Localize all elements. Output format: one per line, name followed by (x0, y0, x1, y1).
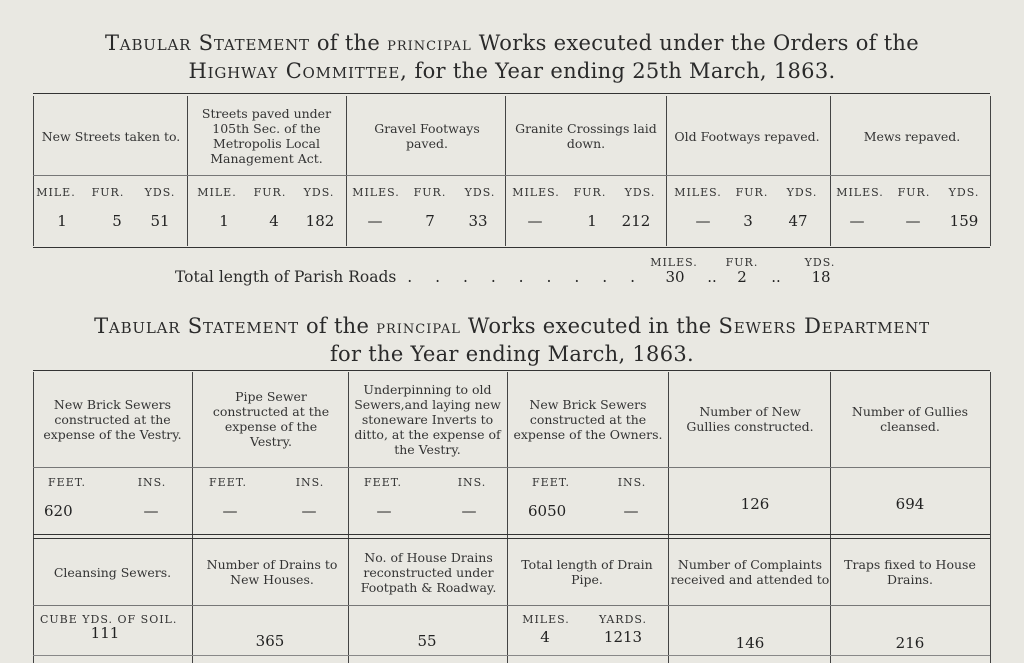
value-cell: — (367, 212, 383, 230)
header-granite-crossings: Granite Crossings laid down. (515, 121, 657, 151)
title-phrase: for the Year ending March, 1863. (329, 342, 695, 366)
unit-label: INS. (295, 476, 325, 489)
value-cell: — (905, 212, 921, 230)
unit-label: FUR. (253, 186, 287, 199)
unit-label: FUR. (735, 186, 769, 199)
title-phrase: Works executed under the Orders of the (478, 31, 919, 55)
unit-label: YDS. (804, 256, 836, 269)
title-phrase: Highway Committee, (188, 59, 408, 83)
value-cell: 51 (150, 212, 170, 230)
header-old-footways: Old Footways repaved. (674, 128, 820, 144)
title-phrase: Sewers Department (718, 314, 930, 338)
unit-label: FUR. (725, 256, 759, 269)
value-cell: 216 (895, 634, 925, 652)
unit-label: FEET. (364, 476, 402, 489)
value-cell: — (461, 502, 477, 520)
unit-label: MILES. (674, 186, 722, 199)
unit-label: MILES. (650, 256, 698, 269)
value-cell: 1 (587, 212, 597, 230)
value-cell: 6050 (528, 502, 567, 520)
header-brick-sewers-owners: New Brick Sewers constructed at the expense of the Owners. (513, 396, 663, 442)
value-cell: 7 (425, 212, 435, 230)
unit-label: FEET. (48, 476, 86, 489)
unit-label: MILES. (512, 186, 560, 199)
unit-label: FUR. (91, 186, 125, 199)
unit-label: INS. (457, 476, 487, 489)
header-drain-pipe-length: Total length of Drain Pipe. (521, 557, 653, 587)
total-label-text: Total length of Parish Roads (175, 268, 397, 286)
separator: .. (771, 268, 781, 286)
unit-label: INS. (137, 476, 167, 489)
value-cell: 47 (788, 212, 808, 230)
separator: .. (707, 268, 717, 286)
header-new-streets: New Streets taken to. (41, 128, 181, 144)
unit-label: CUBE YDS. OF SOIL. (40, 613, 178, 626)
value-cell: 5 (112, 212, 122, 230)
total-furlongs: 2 (737, 268, 747, 286)
unit-label: YDS. (786, 186, 818, 199)
value-cell: 4 (540, 628, 550, 646)
header-mews-repaved: Mews repaved. (863, 128, 961, 144)
unit-label: YARDS. (598, 613, 648, 626)
highway-title-line1 (0, 30, 1024, 58)
unit-label: FEET. (532, 476, 570, 489)
value-cell: 620 (44, 502, 73, 520)
total-label (175, 268, 644, 286)
value-cell: 55 (417, 632, 437, 650)
value-cell: 3 (743, 212, 753, 230)
unit-label: FUR. (897, 186, 931, 199)
title-phrase: principal (376, 316, 461, 338)
unit-label: YDS. (144, 186, 176, 199)
header-underpinning: Underpinning to old Sewers,and laying new stoneware Inverts to ditto, at the expense of the Vestry. (354, 381, 501, 457)
leader-dots: . . . . . . . . . (407, 268, 645, 286)
header-complaints: Number of Complaints received and attended to (670, 557, 830, 587)
header-house-drains-reconstructed: No. of House Drains reconstructed under Footpath & Roadway. (360, 549, 497, 595)
value-cell: 126 (740, 495, 770, 513)
unit-label: MILES. (352, 186, 400, 199)
unit-label: MILE. (36, 186, 76, 199)
value-cell: — (695, 212, 711, 230)
value-cell: 1 (57, 212, 67, 230)
title-phrase: for the Year ending 25th March, 1863. (414, 59, 836, 83)
unit-label: YDS. (948, 186, 980, 199)
value-cell: 4 (269, 212, 279, 230)
value-cell: — (527, 212, 543, 230)
unit-label: YDS. (303, 186, 335, 199)
value-cell: 1 (219, 212, 229, 230)
value-cell: 212 (621, 212, 651, 230)
value-cell: 159 (949, 212, 979, 230)
value-cell: 694 (895, 495, 925, 513)
value-cell: 365 (255, 632, 285, 650)
title-phrase: principal (387, 33, 472, 55)
header-new-gullies: Number of New Gullies constructed. (686, 404, 814, 434)
sewers-title-line2 (0, 341, 1024, 368)
value-cell: 1213 (603, 628, 643, 646)
sewers-title-line1 (0, 313, 1024, 341)
total-yards: 18 (811, 268, 831, 286)
value-cell: — (222, 502, 238, 520)
value-cell: 33 (468, 212, 488, 230)
header-traps-fixed: Traps fixed to House Drains. (844, 557, 976, 587)
value-cell: — (849, 212, 865, 230)
title-phrase: of the (305, 314, 370, 338)
header-brick-sewers-vestry: New Brick Sewers constructed at the expense of the Vestry. (43, 396, 182, 442)
unit-label: YDS. (464, 186, 496, 199)
unit-label: INS. (617, 476, 647, 489)
title-phrase: of the (316, 31, 381, 55)
highway-title-line2 (0, 58, 1024, 85)
header-gullies-cleansed: Number of Gullies cleansed. (851, 404, 969, 434)
unit-label: FEET. (209, 476, 247, 489)
total-miles: 30 (665, 268, 685, 286)
title-phrase: Works executed in the (467, 314, 712, 338)
header-drains-new-houses: Number of Drains to New Houses. (206, 557, 338, 587)
header-streets-paved: Streets paved under 105th Sec. of the Metropolis Local Management Act. (201, 106, 332, 166)
value-cell: 111 (90, 624, 120, 642)
unit-label: MILES. (522, 613, 570, 626)
value-cell: 146 (735, 634, 765, 652)
value-cell: — (301, 502, 317, 520)
unit-label: MILE. (197, 186, 237, 199)
unit-label: FUR. (573, 186, 607, 199)
unit-label: FUR. (413, 186, 447, 199)
title-phrase: Tabular Statement (105, 31, 310, 55)
unit-label: MILES. (836, 186, 884, 199)
value-cell: — (376, 502, 392, 520)
value-cell: 182 (305, 212, 335, 230)
value-cell: — (623, 502, 639, 520)
unit-label: YDS. (624, 186, 656, 199)
title-phrase: Tabular Statement (94, 314, 299, 338)
header-cleansing-sewers: Cleansing Sewers. (53, 564, 172, 580)
value-cell: — (143, 502, 159, 520)
header-pipe-sewer-vestry: Pipe Sewer constructed at the expense of the Vestry. (212, 389, 330, 449)
header-gravel-footways: Gravel Footways paved. (374, 121, 480, 151)
